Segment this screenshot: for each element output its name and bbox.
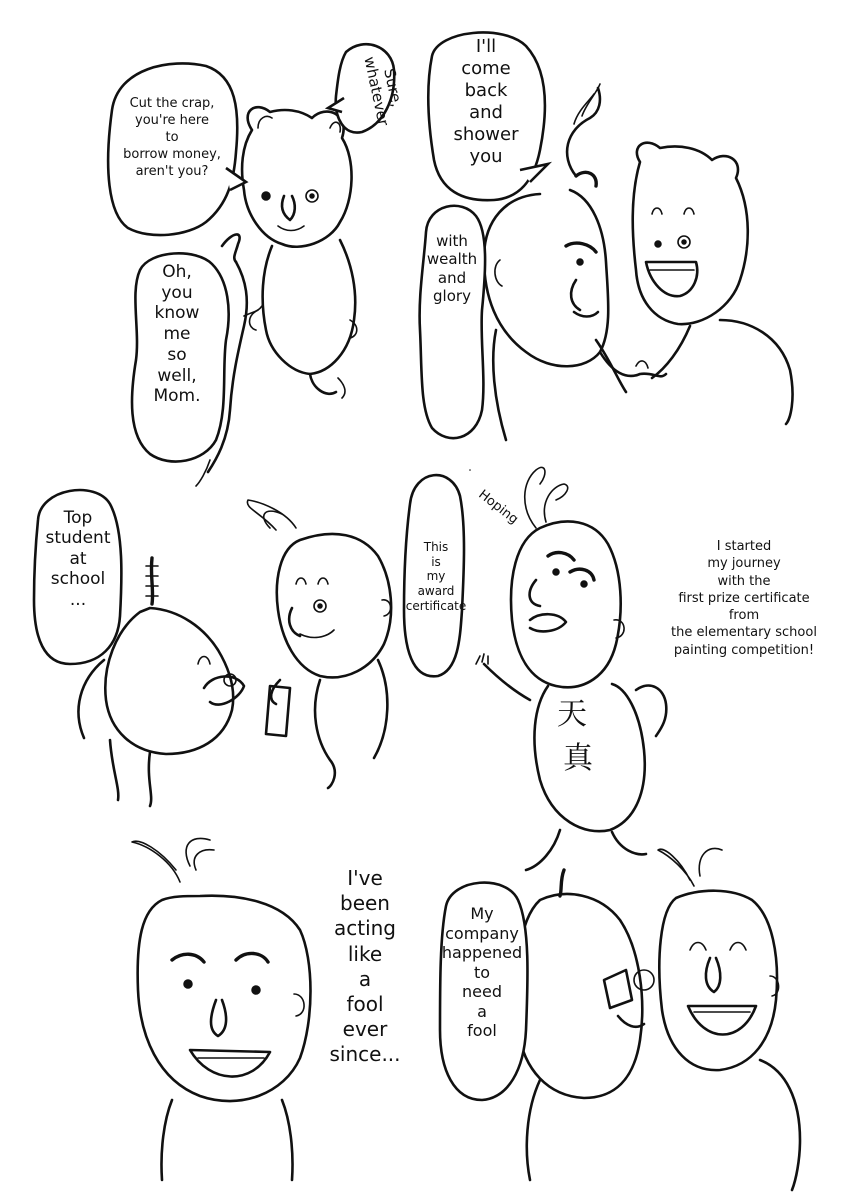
panel-4-journey (470, 467, 666, 870)
panel-3-son-speech: This is my award certificate (405, 540, 467, 613)
bear-mom-figure (242, 107, 357, 398)
panel-4-aside-hoping: Hoping (475, 487, 521, 528)
bear-mom-figure-panel-2 (633, 143, 793, 424)
panel-3-mom-speech: Top student at school ... (45, 508, 111, 610)
panel-4-narration: I started my journey with the first prize certificate from the elementary school painting competition! (671, 539, 817, 658)
panel-6-speech: My company happened to need a fool (441, 904, 523, 1041)
panel-2-son-speech-bottom: with wealth and glory (426, 232, 478, 305)
panel-4-shirt-glyph-1: 天 (557, 697, 587, 732)
panel-1-son-speech: Oh, you know me so well, Mom. (153, 262, 201, 407)
panel-1-mom-aside: Sure, whatever (360, 55, 406, 128)
panel-4-shirt-glyph-2: 真 (563, 741, 593, 776)
son-figure-panel-3 (247, 500, 391, 788)
panel-2-son-speech-top: I'll come back and shower you (453, 36, 519, 167)
panel-5-grinning-son (132, 838, 311, 1180)
panel-1-mom-speech: Cut the crap, you're here to borrow money, aren't you? (123, 96, 221, 179)
panel-5-narration: I've been acting like a fool ever since... (329, 866, 401, 1067)
